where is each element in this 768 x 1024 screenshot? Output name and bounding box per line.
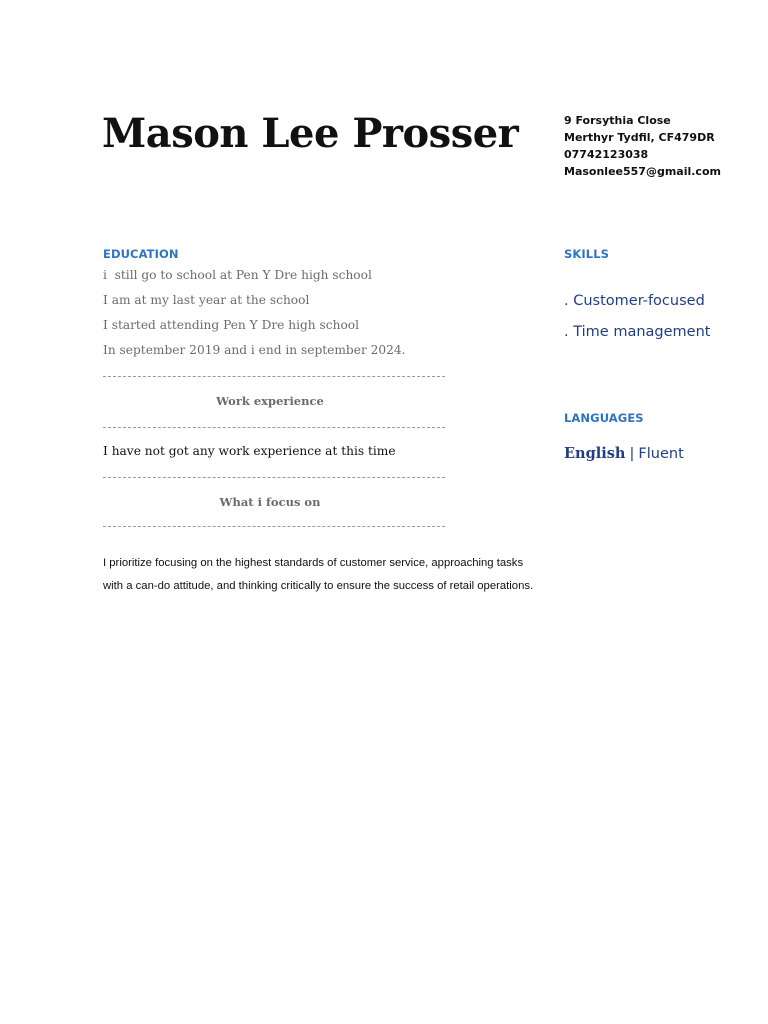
language-separator: |	[629, 446, 635, 462]
language-name: English	[564, 445, 626, 462]
work-experience-text: I have not got any work experience at this time	[103, 444, 396, 458]
divider	[103, 427, 445, 428]
education-heading: EDUCATION	[103, 247, 179, 261]
education-line-4: In september 2019 and i end in september 2024.	[103, 343, 406, 357]
email-address: Masonlee557@gmail.com	[564, 165, 721, 178]
phone-number: 07742123038	[564, 148, 649, 161]
education-line-1: i still go to school at Pen Y Dre high school	[103, 268, 372, 282]
contact-block	[564, 112, 721, 180]
skill-item: . Customer-focused	[564, 293, 705, 309]
divider	[103, 526, 445, 527]
language-level: Fluent	[638, 446, 684, 462]
education-line-3: I started attending Pen Y Dre high school	[103, 318, 360, 332]
address-line-2: Merthyr Tydfil, CF479DR	[564, 131, 715, 144]
divider	[103, 376, 445, 377]
language-entry	[564, 445, 684, 462]
languages-heading: LANGUAGES	[564, 411, 644, 425]
education-line-2: I am at my last year at the school	[103, 293, 310, 307]
focus-paragraph: I prioritize focusing on the highest standards of customer service, approaching tasks with a can-do attitude, and thinking critically to ensure the success of retail operations.	[103, 557, 534, 592]
focus-title: What i focus on	[219, 495, 321, 509]
address-line-1: 9 Forsythia Close	[564, 114, 671, 127]
divider	[103, 477, 445, 478]
work-experience-title: Work experience	[216, 394, 324, 408]
candidate-name: Mason Lee Prosser	[102, 110, 519, 157]
skills-heading: SKILLS	[564, 247, 610, 261]
skill-item: . Time management	[564, 324, 711, 340]
